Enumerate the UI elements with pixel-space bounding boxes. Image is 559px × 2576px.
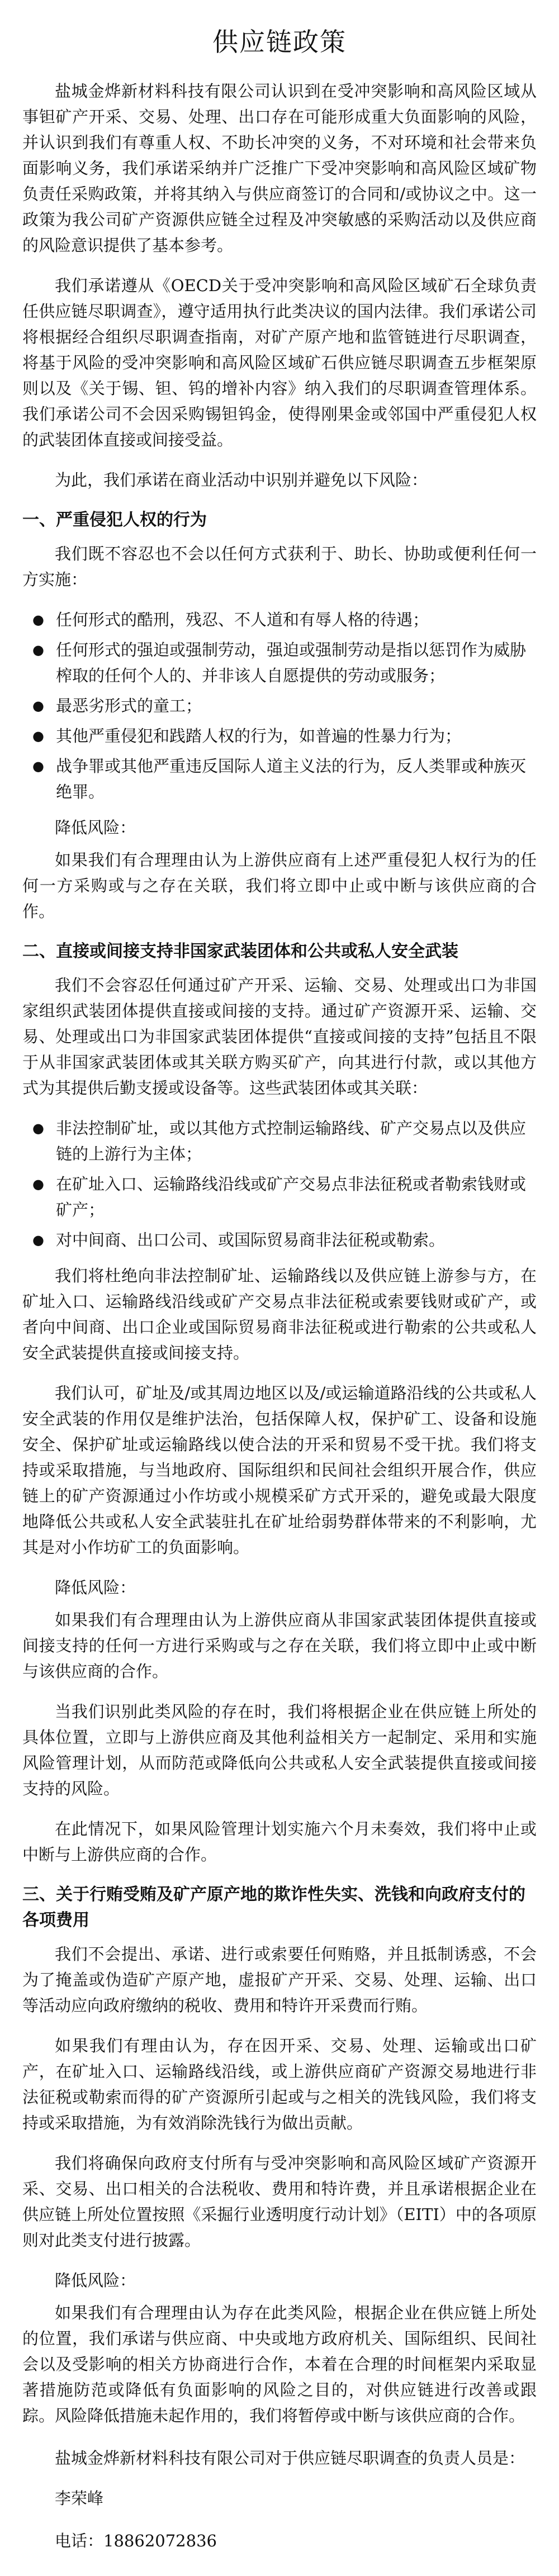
list-item: ● 对中间商、出口公司、或国际贸易商非法征税或勒索。 <box>22 1227 537 1253</box>
section-2-risk-text-1: 如果我们有合理理由认为上游供应商从非国家武装团体提供直接或间接支持的任何一方进行采购或与之存在关联，我们将立即中止或中断与该供应商的合作。 <box>22 1610 537 1681</box>
bullet-icon: ● <box>32 612 44 628</box>
section-1-title: 一、严重侵犯人权的行为 <box>22 510 207 530</box>
section-2-risk-text-3: 在此情况下，如果风险管理计划实施六个月未奏效，我们将中止或中断与上游供应商的合作。 <box>22 1819 537 1864</box>
bullet-icon: ● <box>32 1232 44 1248</box>
section-1-risk-text: 如果我们有合理理由认为上游供应商有上述严重侵犯人权行为的任何一方采购或与之存在关联，我们将立即中止或中断与该供应商的合作。 <box>22 850 537 921</box>
section-2-risk-text-2: 当我们识别此类风险的存在时，我们将根据企业在供应链上所处的具体位置，立即与上游供应商及其他利益相关方一起制定、采用和实施风险管理计划，从而防范或降低向公共或私人安全武装提供直接或间接支持的风险。 <box>22 1702 537 1798</box>
phone-number[interactable]: 18862072836 <box>103 2531 217 2550</box>
contact-heading: 盐城金烨新材料科技有限公司对于供应链尽职调查的负责人员是： <box>55 2449 525 2468</box>
section-2-list <box>22 1115 537 1253</box>
bullet-icon: ● <box>32 698 44 714</box>
section-1-lead: 我们既不容忍也不会以任何方式获利于、助长、协助或便利任何一方实施： <box>22 544 537 589</box>
contact-block <box>22 2445 537 2554</box>
section-2-paragraph-3: 我们认可，矿址及/或其周边地区以及/或运输道路沿线的公共或私人安全武装的作用仅是维护法治，包括保障人权，保护矿工、设备和设施安全、保护矿址或运输路线以使合法的开采和贸易不受干扰。我们将支持或采取措施，与当地政府、国际组织和民间社会组织开展合作，供应链上的矿产资源通过小作坊或小规模采矿方式开采的，避免或最大限度地降低公共或私人安全武装驻扎在矿址给弱势群体带来的不利影响，尤其是对小作坊矿工的负面影响。 <box>22 1384 537 1557</box>
list-item: ● 最恶劣形式的童工； <box>22 693 537 719</box>
section-1-risk-label: 降低风险： <box>55 818 136 837</box>
bullet-icon: ● <box>32 1120 44 1136</box>
contact-phone: 电话：18862072836 <box>55 2531 217 2550</box>
intro-paragraph-2: 我们承诺遵从《OECD关于受冲突影响和高风险区域矿石全球负责任供应链尽职调查》，遵守适用执行此类决议的国内法律。我们承诺公司将根据经合组织尽职调查指南，对矿产原产地和监管链进行尽职调查，将基于风险的受冲突影响和高风险区域矿石供应链尽职调查五步框架原则以及《关于锡、钽、钨的增补内容》纳入我们的尽职调查管理体系。我们承诺公司不会因采购锡钽钨金，使得刚果金或邻国中严重侵犯人权的武装团体直接或间接受益。 <box>22 276 537 449</box>
bullet-icon: ● <box>32 758 44 774</box>
section-3-paragraph-1: 我们不会提出、承诺、进行或索要任何贿赂，并且抵制诱惑，不会为了掩盖或伪造矿产原产地，虚报矿产开采、交易、处理、运输、出口等活动应向政府缴纳的税收、费用和特许开采费而行贿。 <box>22 1945 537 2015</box>
section-2-risk-label: 降低风险： <box>55 1578 136 1597</box>
list-item: ● 其他严重侵犯和践踏人权的行为，如普遍的性暴力行为； <box>22 723 537 749</box>
bullet-icon: ● <box>32 1176 44 1192</box>
contact-name: 李荣峰 <box>55 2489 104 2508</box>
bullet-icon: ● <box>32 728 44 744</box>
section-3-risk-text: 如果我们有合理理由认为存在此类风险，根据企业在供应链上所处的位置，我们承诺与供应商、中央或地方政府机关、国际组织、民间社会以及受影响的相关方协商进行合作，本着在合理的时间框架内采取显著措施防范或降低有负面影响的风险之目的，对供应链进行改善或跟踪。风险降低措施未起作用的，我们将暂停或中断与该供应商的合作。 <box>22 2303 537 2425</box>
section-3-title: 三、关于行贿受贿及矿产原产地的欺诈性失实、洗钱和向政府支付的各项费用 <box>22 1885 525 1930</box>
section-3-paragraph-3: 我们将确保向政府支付所有与受冲突影响和高风险区域矿产资源开采、交易、出口相关的合法税收、费用和特许费，并且承诺根据企业在供应链上所处位置按照《采掘行业透明度行动计划》（EITI）中的各项原则对此类支付进行披露。 <box>22 2154 537 2250</box>
list-item: ● 战争罪或其他严重违反国际人道主义法的行为，反人类罪或种族灭绝罪。 <box>22 753 537 805</box>
page-title: 供应链政策 <box>212 27 347 57</box>
list-item: ● 任何形式的强迫或强制劳动，强迫或强制劳动是指以惩罚作为威胁榨取的任何个人的、并非该人自愿提供的劳动或服务； <box>22 637 537 688</box>
intro-paragraph-3: 为此，我们承诺在商业活动中识别并避免以下风险： <box>55 470 428 489</box>
policy-page <box>22 22 537 2554</box>
list-item: ● 任何形式的酷刑，残忍、不人道和有辱人格的待遇； <box>22 607 537 633</box>
section-3-paragraph-2: 如果我们有理由认为，存在因开采、交易、处理、运输或出口矿产，在矿址入口、运输路线沿线，或上游供应商矿产资源交易地进行非法征税或勒索而得的矿产资源所引起或与之相关的洗钱风险，我们将支持或采取措施，为有效消除洗钱行为做出贡献。 <box>22 2036 537 2132</box>
section-2-paragraph-2: 我们将杜绝向非法控制矿址、运输路线以及供应链上游参与方，在矿址入口、运输路线沿线或矿产交易点非法征税或索要钱财或矿产，或者向中间商、出口企业或国际贸易商非法征税或进行勒索的公共或私人安全武装提供直接或间接支持。 <box>22 1266 537 1362</box>
bullet-icon: ● <box>32 642 44 658</box>
section-1-list <box>22 607 537 805</box>
section-2-paragraph-1: 我们不会容忍任何通过矿产开采、运输、交易、处理或出口为非国家组织武装团体提供直接或间接的支持。通过矿产资源开采、运输、交易、处理或出口为非国家武装团体提供“直接或间接的支持”包括且不限于从非国家武装团体或其关联方购买矿产，向其进行付款，或以其他方式为其提供后勤支援或设备等。这些武装团体或其关联： <box>22 976 537 1097</box>
list-item: ● 在矿址入口、运输路线沿线或矿产交易点非法征税或者勒索钱财或矿产； <box>22 1171 537 1223</box>
section-2-title: 二、直接或间接支持非国家武装团体和公共或私人安全武装 <box>22 942 458 961</box>
list-item: ● 非法控制矿址，或以其他方式控制运输路线、矿产交易点以及供应链的上游行为主体； <box>22 1115 537 1167</box>
intro-paragraph-1: 盐城金烨新材料科技有限公司认识到在受冲突影响和高风险区域从事钽矿产开采、交易、处理、出口存在可能形成重大负面影响的风险，并认识到我们有尊重人权、不助长冲突的义务，不对环境和社会带来负面影响义务，我们承诺采纳并广泛推广下受冲突影响和高风险区域矿物负责任采购政策，并将其纳入与供应商签订的合同和/或协议之中。这一政策为我公司矿产资源供应链全过程及冲突敏感的采购活动以及供应商的风险意识提供了基本参考。 <box>22 82 537 255</box>
section-3-risk-label: 降低风险： <box>55 2271 136 2290</box>
